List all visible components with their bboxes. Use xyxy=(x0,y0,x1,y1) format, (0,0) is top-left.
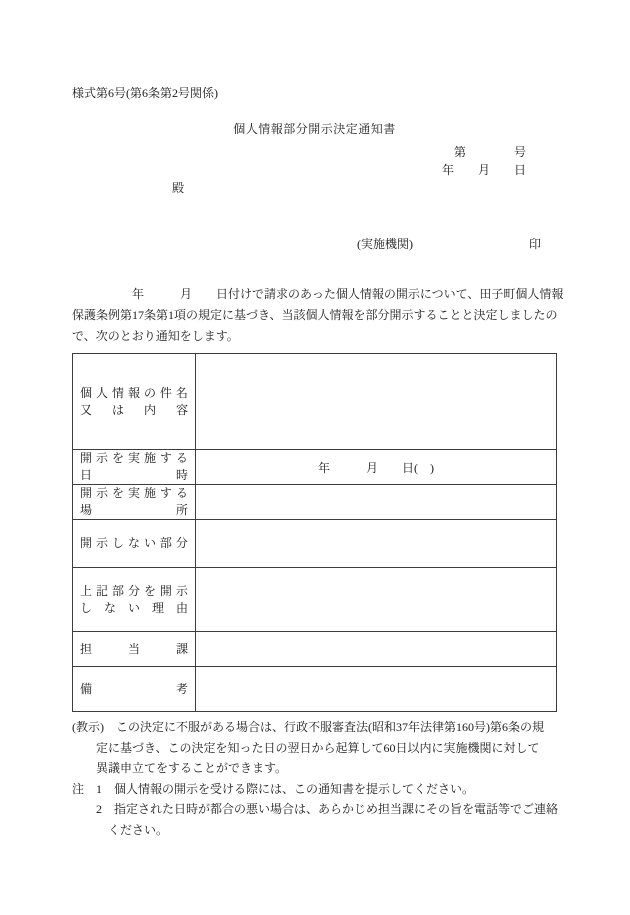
body-line: で、次のとおり通知をします。 xyxy=(72,329,239,343)
reason-value-cell xyxy=(196,568,557,632)
row-label-cell xyxy=(73,632,196,667)
row-label-cell xyxy=(73,520,196,568)
department-value-cell xyxy=(196,632,557,667)
table-row-reason xyxy=(73,568,557,632)
body-paragraph xyxy=(72,284,564,347)
appeal-note-line: 異議申立てをすることができます。 xyxy=(72,761,288,775)
row-label-line: 開 示 を 実 施 す る xyxy=(80,451,188,465)
table-row-place xyxy=(73,485,557,520)
subject-value-cell xyxy=(196,354,557,450)
document-date-line: 年 月 日 xyxy=(441,163,526,177)
nondisclosed-part-value-cell xyxy=(196,520,557,568)
row-label-cell xyxy=(73,485,196,520)
row-label-line: 担 当 課 xyxy=(80,641,188,656)
addressee-honorific: 殿 xyxy=(172,181,185,195)
disclosure-table xyxy=(72,353,557,712)
row-label-line: 日 時 xyxy=(80,468,188,482)
appeal-note-line: (教示) この決定に不服がある場合は、行政不服審査法(昭和37年法律第160号)第6条の規 xyxy=(72,720,544,734)
table-row-nondisclosed-part xyxy=(73,520,557,568)
appeal-note-line: 定に基づき、この決定を知った日の翌日から起算して60日以内に実施機関に対して xyxy=(72,740,540,755)
note-line-1: 注 1 個人情報の開示を受ける際には、この通知書を提示してください。 xyxy=(72,781,475,796)
row-label-line: 場 所 xyxy=(80,503,188,517)
body-line: 年 月 日付けで請求のあった個人情報の開示について、田子町個人情報 xyxy=(72,287,564,301)
note-line-2-cont: ください。 xyxy=(72,822,169,837)
row-label-line: し な い 理 由 xyxy=(80,600,188,615)
datetime-blank-value: 年 月 日( ) xyxy=(318,460,434,475)
number-date-block xyxy=(72,143,557,179)
document-title: 個人情報部分開示決定通知書 xyxy=(233,122,396,136)
remarks-value-cell xyxy=(196,667,557,712)
row-label-line: 備 考 xyxy=(80,681,188,696)
row-label-line: 上 記 部 分 を 開 示 xyxy=(80,583,188,598)
row-label-line: 開 示 し な い 部 分 xyxy=(80,536,188,550)
issuer-label: (実施機関) xyxy=(357,237,413,251)
table-row-department xyxy=(73,632,557,667)
body-line: 保護条例第17条第1項の規定に基づき、当該個人情報を部分開示することと決定しましたの xyxy=(72,308,558,322)
document-number-line: 第 号 xyxy=(453,145,526,159)
row-label-cell xyxy=(73,450,196,485)
row-label-line: 開 示 を 実 施 す る xyxy=(80,486,188,500)
row-label-cell xyxy=(73,354,196,450)
row-label-line: 又 は 内 容 xyxy=(80,402,188,417)
note-line-2: 2 指定された日時が都合の悪い場合は、あらかじめ担当課にその旨を電話等でご連絡 xyxy=(72,802,559,816)
place-value-cell xyxy=(196,485,557,520)
table-row-remarks xyxy=(73,667,557,712)
table-row-datetime xyxy=(73,450,557,485)
seal-label: 印 xyxy=(528,237,541,251)
notes-section xyxy=(72,717,557,840)
issuer-line xyxy=(357,237,557,251)
row-label-cell xyxy=(73,667,196,712)
row-label-line: 個 人 情 報 の 件 名 xyxy=(80,385,188,400)
form-id: 様式第6号(第6条第2号関係) xyxy=(72,86,218,100)
row-label-cell xyxy=(73,568,196,632)
datetime-value-cell xyxy=(196,450,557,485)
table-row-subject xyxy=(73,354,557,450)
